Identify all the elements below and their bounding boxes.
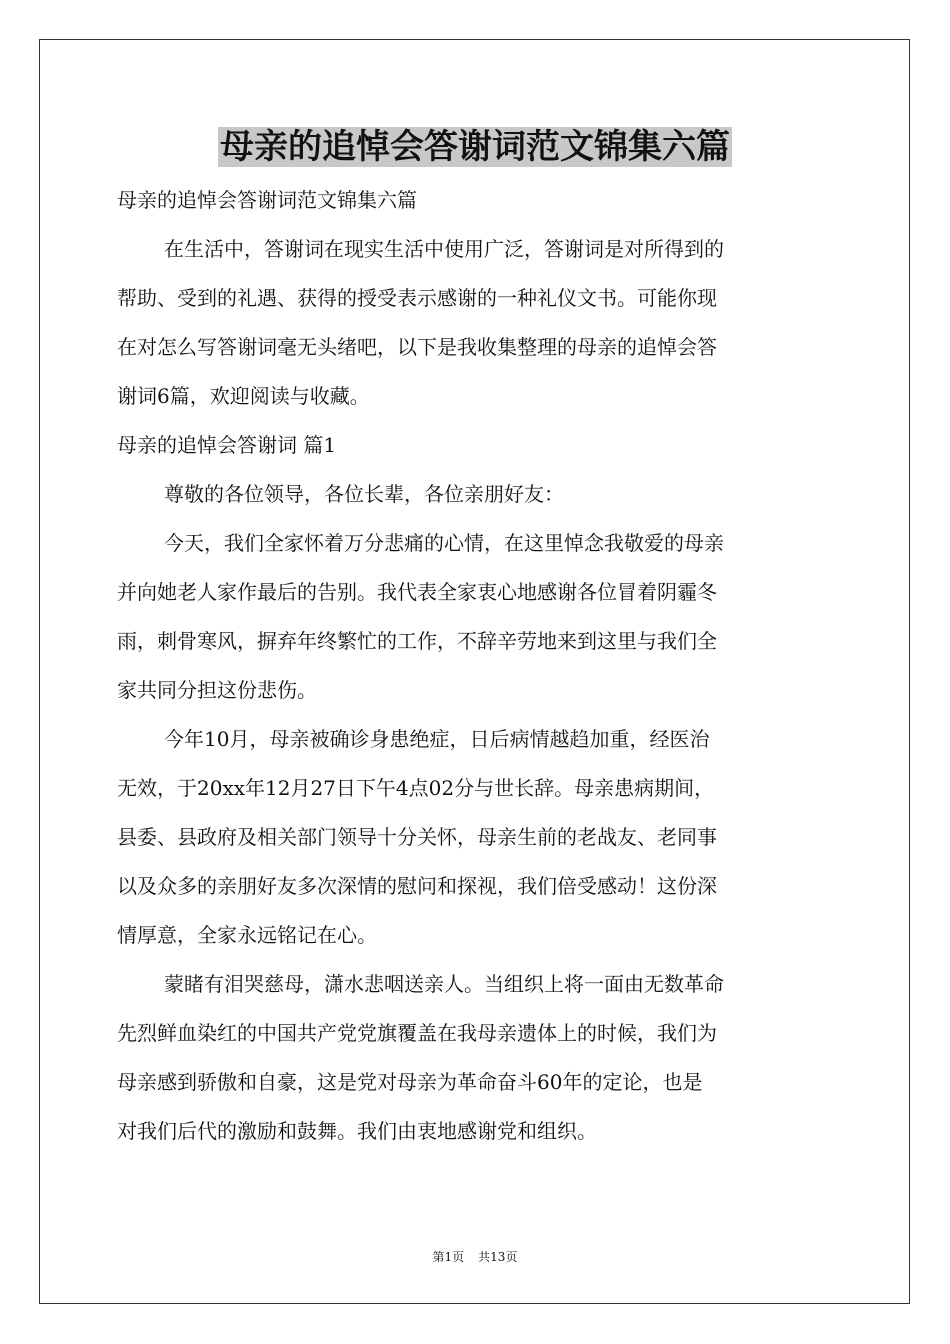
body-line: 在对怎么写答谢词毫无头绪吧，以下是我收集整理的母亲的追悼会答 (117, 335, 717, 359)
body-line: 在生活中，答谢词在现实生活中使用广泛，答谢词是对所得到的 (164, 237, 724, 261)
body-line: 帮助、受到的礼遇、获得的授受表示感谢的一种礼仪文书。可能你现 (117, 286, 717, 310)
body-line: 先烈鲜血染红的中国共产党党旗覆盖在我母亲遗体上的时候，我们为 (117, 1021, 717, 1045)
body-line: 县委、县政府及相关部门领导十分关怀，母亲生前的老战友、老同事 (117, 825, 717, 849)
body-line: 家共同分担这份悲伤。 (117, 678, 317, 702)
body-line: 今天，我们全家怀着万分悲痛的心情，在这里悼念我敬爱的母亲 (164, 531, 724, 555)
document-title-text: 母亲的追悼会答谢词范文锦集六篇 (220, 127, 730, 167)
body-line: 以及众多的亲朋好友多次深情的慰问和探视，我们倍受感动！这份深 (117, 874, 717, 898)
document-title (0, 122, 950, 172)
body-line: 对我们后代的激励和鼓舞。我们由衷地感谢党和组织。 (117, 1119, 597, 1143)
body-line: 母亲感到骄傲和自豪，这是党对母亲为革命奋斗60年的定论，也是 (117, 1070, 703, 1094)
body-line: 并向她老人家作最后的告别。我代表全家衷心地感谢各位冒着阴霾冬 (117, 580, 717, 604)
section-heading: 母亲的追悼会答谢词 篇1 (117, 433, 337, 457)
page-number: 第1页 (432, 1250, 465, 1264)
body-line: 谢词6篇，欢迎阅读与收藏。 (117, 384, 370, 408)
body-line: 蒙睹有泪哭慈母，潇水悲咽送亲人。当组织上将一面由无数革命 (164, 972, 724, 996)
body-line: 尊敬的各位领导，各位长辈，各位亲朋好友： (164, 482, 564, 506)
document-body (117, 176, 835, 1156)
body-line: 今年10月，母亲被确诊身患绝症，日后病情越趋加重，经医治 (164, 727, 710, 751)
body-line: 无效，于20xx年12月27日下午4点02分与世长辞。母亲患病期间， (117, 776, 715, 800)
body-line: 雨，刺骨寒风，摒弃年终繁忙的工作，不辞辛劳地来到这里与我们全 (117, 629, 717, 653)
body-line: 母亲的追悼会答谢词范文锦集六篇 (117, 188, 417, 212)
body-line: 情厚意，全家永远铭记在心。 (117, 923, 377, 947)
page-footer (0, 1248, 950, 1266)
page-total: 共13页 (478, 1250, 518, 1264)
